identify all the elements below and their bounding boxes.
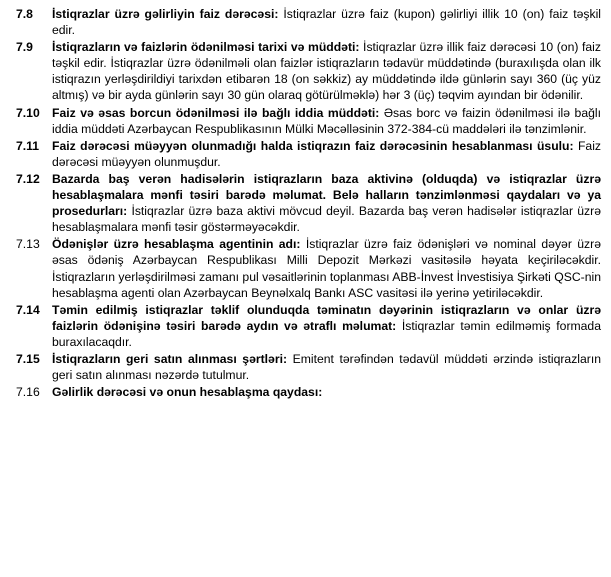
- clause-text: [52, 384, 601, 400]
- clause-text: [52, 236, 601, 300]
- clause-number: 7.12: [16, 171, 40, 186]
- clause-rest: İstiqrazlar təmin edilməmiş formada buraxılacaqdır.: [52, 318, 601, 349]
- clause-lead: Gəlirlik dərəcəsi və onun hesablaşma qaydası:: [52, 385, 323, 400]
- clause-rest: İstiqrazlar üzrə faiz ödənişləri və nominal dəyər üzrə əsas ödəniş Azərbaycan Respublikası Milli Depozit Mərkəzi vasitəsilə həyata keçiriləcəkdir. İstiqrazların yerləşdirilməsi zamanı pul vəsaitlərinin toplanması ABB-İnvest İnvestisiya Şirkəti QSC-nin hesablaşma agenti olan Azərbaycan Beynəlxalq Bankı ASC vasitəsi ilə yerinə yetiriləcəkdir.: [52, 237, 601, 300]
- clause-7-13: [16, 236, 601, 300]
- clause-number: 7.13: [16, 237, 40, 252]
- clause-text: [52, 6, 601, 38]
- clause-text: [52, 171, 601, 235]
- clause-7-8: [16, 6, 601, 38]
- clause-lead: Təmin edilmiş istiqrazlar təklif olunduqda təminatın dəyərinin istiqrazların və onlar üzrə faizlərin ödənişinə təsiri barədə aydın və ətraflı məlumat:: [52, 302, 601, 333]
- clause-number: 7.16: [16, 385, 40, 400]
- clause-text: [52, 302, 601, 350]
- clause-7-15: [16, 351, 601, 383]
- clause-text: [52, 39, 601, 103]
- clause-lead: Faiz və əsas borcun ödənilməsi ilə bağlı iddia müddəti:: [52, 105, 380, 120]
- clause-text: [52, 351, 601, 383]
- clause-number: 7.11: [16, 138, 40, 153]
- clause-number: 7.10: [16, 105, 40, 120]
- clause-number: 7.15: [16, 351, 40, 366]
- clause-7-10: [16, 105, 601, 137]
- clause-number: 7.9: [16, 40, 33, 55]
- clause-rest: İstiqrazlar üzrə faiz (kupon) gəlirliyi illik 10 (on) faiz təşkil edir.: [52, 7, 601, 38]
- clause-lead: Faiz dərəcəsi müəyyən olunmadığı halda istiqrazın faiz dərəcəsinin hesablanması üsulu:: [52, 138, 574, 153]
- clause-lead: İstiqrazların və faizlərin ödənilməsi tarixi və müddəti:: [52, 40, 360, 55]
- clause-text: [52, 105, 601, 137]
- clause-7-16: [16, 384, 601, 400]
- clause-rest: İstiqrazlar üzrə illik faiz dərəcəsi 10 (on) faiz təşkil edir. İstiqrazlar üzrə ödənilməli olan faizlər istiqrazların tədavür müddətində (buraxılışda olan ilk istiqrazın yerləşdirildiyi tarixdən etibarən 18 (on səkkiz) ay müddətində ildə günlərin sayı 360 (üç yüz altmış) və bir ayda günlərin sayı 30 gün olaraq götürülməklə) hər 3 (üç) təqvim ayından bir ödənilir.: [52, 40, 601, 103]
- clause-lead: Bazarda baş verən hadisələrin istiqrazların baza aktivinə (olduqda) və istiqrazlar üzrə hesablaşmalara mənfi təsiri barədə məlumat. Belə halların tənzimlənməsi qaydaları və ya prosedurları:: [52, 171, 601, 219]
- clause-7-11: [16, 138, 601, 170]
- clause-7-12: [16, 171, 601, 235]
- clause-rest: Emitent tərəfindən tədavül müddəti ərzində istiqrazların geri satın alınması nəzərdə tutulmur.: [52, 351, 601, 383]
- clause-7-9: [16, 39, 601, 103]
- clause-lead: İstiqrazlar üzrə gəlirliyin faiz dərəcəsi:: [52, 7, 279, 21]
- clause-rest: Əsas borc və faizin ödənilməsi ilə bağlı iddia müddəti Azərbaycan Respublikasının Mülki Məcəlləsinin 372-384-cü maddələri ilə tənzimlənir.: [52, 105, 601, 136]
- clause-number: 7.14: [16, 302, 40, 317]
- clause-lead: Ödənişlər üzrə hesablaşma agentinin adı:: [52, 237, 301, 252]
- clause-7-14: [16, 302, 601, 350]
- clause-text: [52, 138, 601, 170]
- clause-rest: Faiz dərəcəsi müəyyən olunmuşdur.: [52, 138, 601, 169]
- clause-lead: İstiqrazların geri satın alınması şərtləri:: [52, 351, 288, 366]
- clause-rest: İstiqrazlar üzrə baza aktivi mövcud deyil. Bazarda baş verən hadisələr istiqrazlar üzrə hesablaşmalara mənfi təsir göstərməyəcəkdir.: [52, 204, 601, 235]
- clause-number: 7.8: [16, 7, 33, 21]
